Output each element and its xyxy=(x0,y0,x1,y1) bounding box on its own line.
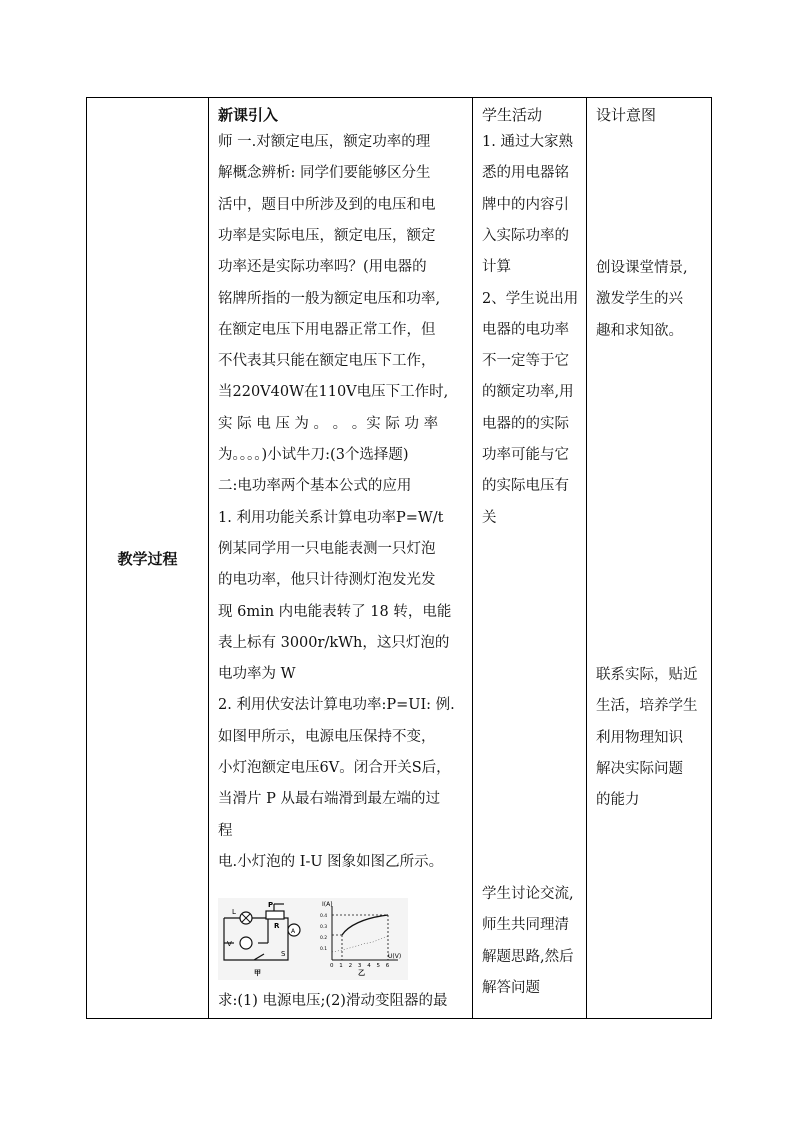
activity-discussion-line: 解题思路,然后 xyxy=(482,948,574,965)
lesson-table xyxy=(86,97,712,1019)
activity-column xyxy=(473,98,586,1018)
activity-line: 关 xyxy=(482,509,497,526)
content-line: 在额定电压下用电器正常工作，但 xyxy=(218,321,436,338)
activity-heading: 学生活动 xyxy=(482,106,543,124)
content-line: 功率是实际电压，额定电压，额定 xyxy=(218,227,436,244)
x-tick-label: 6 xyxy=(385,963,390,969)
design-line: 利用物理知识 xyxy=(596,729,683,746)
content-line: 师 一.对额定电压，额定功率的理 xyxy=(218,134,431,150)
activity-discussion-line: 师生共同理清 xyxy=(482,917,569,934)
content-line: 电功率为 W xyxy=(218,666,296,683)
circuit-caption: 甲 xyxy=(254,969,261,977)
design-line: 生活，培养学生 xyxy=(596,698,698,715)
activity-line: 牌中的内容引 xyxy=(482,196,569,213)
content-line: 小灯泡额定电压6V。闭合开关S后， xyxy=(218,760,451,776)
design-line: 解决实际问题 xyxy=(596,760,683,777)
y-axis-label: I(A) xyxy=(322,901,333,908)
content-cell xyxy=(209,98,473,1019)
activity-line: 悉的用电器铭 xyxy=(482,165,569,182)
slider-label: P xyxy=(268,901,274,909)
ammeter-label: A xyxy=(291,928,296,935)
voltmeter-icon xyxy=(240,937,252,949)
x-tick-label: 4 xyxy=(367,963,371,969)
content-heading: 新课引入 xyxy=(218,106,279,124)
content-column xyxy=(209,98,472,1018)
activity-line: 计算 xyxy=(482,259,511,276)
circuit-figure xyxy=(218,898,408,984)
design-line: 的能力 xyxy=(596,792,640,809)
circuit-diagram xyxy=(218,898,408,980)
x-tick-label: 2 xyxy=(348,963,353,969)
activity-line: 入实际功率的 xyxy=(482,227,569,244)
activity-line: 2、学生说出用 xyxy=(482,290,579,307)
design-column xyxy=(587,98,711,1018)
activity-discussion-line: 解答问题 xyxy=(482,979,540,996)
content-line: 解概念辨析: 同学们要能够区分生 xyxy=(218,165,431,182)
x-tick-label: 0 xyxy=(330,963,334,969)
y-tick-label: 0.2 xyxy=(320,936,328,941)
activity-line: 不一定等于它 xyxy=(482,353,569,370)
x-tick-label: 1 xyxy=(339,963,343,969)
design-line: 联系实际，贴近 xyxy=(596,667,698,683)
x-axis-label: U(V) xyxy=(388,953,402,960)
stage-cell xyxy=(87,98,209,1019)
y-tick-label: 0.1 xyxy=(320,947,328,952)
activity-line: 电器的的实际 xyxy=(482,415,569,432)
content-line: 2. 利用伏安法计算电功率:P=UI: 例. xyxy=(218,697,455,714)
activity-cell xyxy=(473,98,587,1019)
y-tick-label: 0.4 xyxy=(320,914,328,919)
lamp-icon xyxy=(240,912,252,924)
content-line: 当220V40W在110V电压下工作时, xyxy=(218,384,449,401)
content-line: 不代表其只能在额定电压下工作， xyxy=(218,353,436,370)
content-line: 实 际 电 压 为 。 。 。实 际 功 率 xyxy=(218,415,439,432)
activity-line: 功率可能与它 xyxy=(482,447,569,463)
content-line: 当滑片 P 从最右端滑到最左端的过 xyxy=(218,791,440,808)
voltmeter-label: V xyxy=(227,940,232,948)
content-line: 例某同学用一只电能表测一只灯泡 xyxy=(218,540,436,557)
stage-label: 教学过程 xyxy=(117,549,178,568)
switch-label: S xyxy=(281,950,286,958)
content-line: 1. 利用功能关系计算电功率P=W/t xyxy=(218,509,444,526)
content-line: 程 xyxy=(218,822,233,839)
content-line: 现 6min 内电能表转了 18 转，电能 xyxy=(218,603,452,620)
activity-line: 的额定功率,用 xyxy=(482,384,574,401)
x-tick-label: 5 xyxy=(376,963,380,969)
design-heading: 设计意图 xyxy=(596,106,657,124)
content-line: 的电功率，他只计待测灯泡发光发 xyxy=(218,572,436,589)
activity-line: 1. 通过大家熟 xyxy=(482,134,573,150)
lamp-label: L xyxy=(232,908,236,916)
content-last-line: 求:(1) 电源电压;(2)滑动变阻器的最 xyxy=(218,993,448,1009)
content-line: 功率还是实际功率吗？(用电器的 xyxy=(218,259,427,276)
content-line: 二:电功率两个基本公式的应用 xyxy=(218,478,412,495)
activity-line: 电器的电功率 xyxy=(482,321,569,338)
y-tick-label: 0.3 xyxy=(320,925,328,930)
rheostat-label: R xyxy=(274,922,280,930)
activity-line: 的实际电压有 xyxy=(482,478,569,495)
content-line: 电.小灯泡的 I-U 图象如图乙所示。 xyxy=(218,853,444,870)
activity-discussion-line: 学生讨论交流, xyxy=(482,886,574,902)
design-cell xyxy=(587,98,712,1019)
content-line: 为。。。。)小试牛刀:(3个选择题) xyxy=(218,447,409,463)
design-line: 趣和求知欲。 xyxy=(596,322,683,339)
content-line: 表上标有 3000r/kWh，这只灯泡的 xyxy=(218,634,450,651)
content-line: 铭牌所指的一般为额定电压和功率, xyxy=(218,290,441,307)
content-line: 活中，题目中所涉及到的电压和电 xyxy=(218,196,436,213)
content-line: 如图甲所示，电源电压保持不变， xyxy=(218,728,436,745)
design-line: 激发学生的兴 xyxy=(596,291,683,308)
x-tick-label: 3 xyxy=(357,963,362,969)
design-line: 创设课堂情景, xyxy=(596,260,688,276)
graph-caption: 乙 xyxy=(358,969,365,977)
